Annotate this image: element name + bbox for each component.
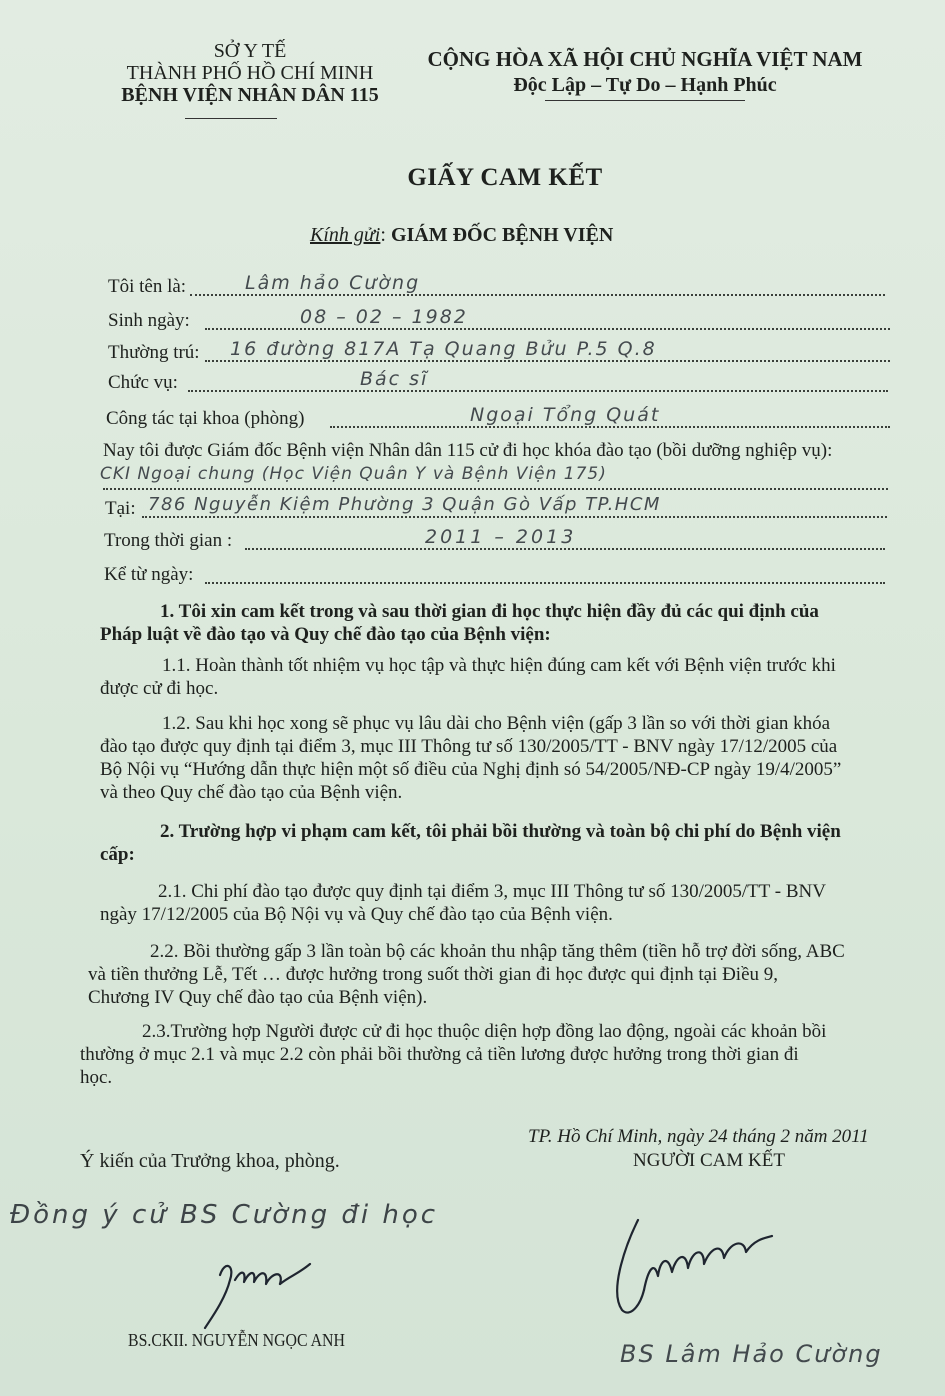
signer-label: NGƯỜI CAM KẾT — [633, 1150, 785, 1171]
dotted-line-name — [190, 294, 885, 296]
motto-underline — [545, 100, 745, 101]
value-position: Bác sĩ — [360, 368, 429, 390]
label-dob: Sinh ngày: — [108, 310, 190, 331]
item-1-1: 1.1. Hoàn thành tốt nhiệm vụ học tập và thực hiện đúng cam kết với Bệnh viện trước khi được cử đi học. — [100, 655, 836, 699]
signer-signature — [600, 1210, 800, 1330]
label-residence: Thường trú: — [108, 342, 200, 363]
opinion-label: Ý kiến của Trưởng khoa, phòng. — [80, 1150, 340, 1172]
date-line: TP. Hồ Chí Minh, ngày 24 tháng 2 năm 2011 — [528, 1126, 869, 1147]
item-2-3: 2.3.Trường hợp Người được cử đi học thuộc diện hợp đồng lao động, ngoài các khoản bồi thường ở mục 2.1 và mục 2.2 còn phải bồi thường cả tiền lương được hưởng trong thời gian đi học. — [80, 1021, 827, 1088]
issuer-city: THÀNH PHỐ HỒ CHÍ MINH — [126, 62, 374, 84]
value-training: CKI Ngoại chung (Học Viện Quân Y và Bệnh Viện 175) — [100, 464, 607, 484]
value-place: 786 Nguyễn Kiệm Phường 3 Quận Gò Vấp TP.HCM — [148, 494, 661, 515]
issuer-department: SỞ Y TẾ — [213, 40, 287, 62]
item-1-2: 1.2. Sau khi học xong sẽ phục vụ lâu dài cho Bệnh viện (gấp 3 lần so với thời gian khóa đào tạo được quy định tại điểm 3, mục III Thông tư số 130/2005/TT - BNV ngày 17/12/2005 của Bộ Nội vụ “Hướng dẫn thực hiện một số điều của Nghị định só 54/2005/NĐ-CP ngày 19/4/2005” và theo Quy chế đào tạo của Bệnh viện. — [100, 713, 842, 803]
dotted-line-department — [330, 426, 890, 428]
addressee-name: GIÁM ĐỐC BỆNH VIỆN — [390, 224, 614, 246]
dotted-line-residence — [205, 360, 890, 362]
national-motto-block — [410, 46, 880, 98]
dotted-line-position — [188, 390, 888, 392]
dotted-line-place — [142, 516, 887, 518]
addressee-prefix: Kính gửi — [310, 224, 381, 246]
label-position: Chức vụ: — [108, 372, 178, 393]
signer-name: BS Lâm Hảo Cường — [620, 1340, 883, 1368]
value-dob: 08 – 02 – 1982 — [300, 306, 468, 328]
opinion-handwritten: Đồng ý cử BS Cường đi học — [10, 1200, 439, 1230]
addressee: Kính gửi: GIÁM ĐỐC BỆNH VIỆN — [310, 224, 614, 246]
item-2-1: 2.1. Chi phí đào tạo được quy định tại điểm 3, mục III Thông tư số 130/2005/TT - BNV ngày 17/12/2005 của Bộ Nội vụ và Quy chế đào tạo của Bệnh viện. — [100, 881, 826, 925]
dotted-line-start-date — [205, 582, 885, 584]
section-1-heading: 1. Tôi xin cam kết trong và sau thời gian đi học thực hiện đầy đủ các qui định của Pháp luật về đào tạo và Quy chế đào tạo của Bệnh viện: — [100, 601, 819, 645]
section-2-heading: 2. Trường hợp vi phạm cam kết, tôi phải bồi thường và toàn bộ chi phí do Bệnh viện cấp: — [100, 821, 841, 865]
dotted-line-training — [103, 488, 888, 490]
dotted-line-dob — [205, 328, 890, 330]
dotted-line-period — [245, 548, 885, 550]
document-title: GIẤY CAM KẾT — [407, 164, 603, 191]
label-place: Tại: — [105, 498, 136, 519]
head-signature — [180, 1240, 340, 1330]
value-name: Lâm hảo Cường — [245, 272, 421, 294]
value-residence: 16 đường 817A Tạ Quang Bửu P.5 Q.8 — [230, 338, 657, 360]
item-2-2: 2.2. Bồi thường gấp 3 lần toàn bộ các khoản thu nhập tăng thêm (tiền hỗ trợ đời sống, ABC và tiền thưởng Lễ, Tết … được hưởng trong suốt thời gian đi học được qui định tại Điều 9, Chương IV Quy chế đào tạo của Bệnh viện). — [88, 941, 845, 1008]
country-name: CỘNG HÒA XÃ HỘI CHỦ NGHĨA VIỆT NAM — [427, 47, 863, 71]
label-name: Tôi tên là: — [108, 276, 187, 297]
issuer-underline — [185, 118, 277, 119]
issuer-block — [100, 40, 400, 106]
label-start-date: Kể từ ngày: — [104, 564, 194, 585]
value-period: 2011 – 2013 — [425, 526, 577, 548]
training-intro: Nay tôi được Giám đốc Bệnh viện Nhân dân 115 cử đi học khóa đào tạo (bồi dưỡng nghiệp vụ): — [103, 440, 833, 461]
label-department: Công tác tại khoa (phòng) — [106, 408, 305, 429]
value-department: Ngoại Tổng Quát — [470, 404, 661, 426]
head-name: BS.CKII. NGUYỄN NGỌC ANH — [128, 1330, 345, 1350]
issuer-hospital: BỆNH VIỆN NHÂN DÂN 115 — [121, 84, 379, 106]
national-motto: Độc Lập – Tự Do – Hạnh Phúc — [513, 74, 777, 96]
label-period: Trong thời gian : — [104, 530, 233, 551]
